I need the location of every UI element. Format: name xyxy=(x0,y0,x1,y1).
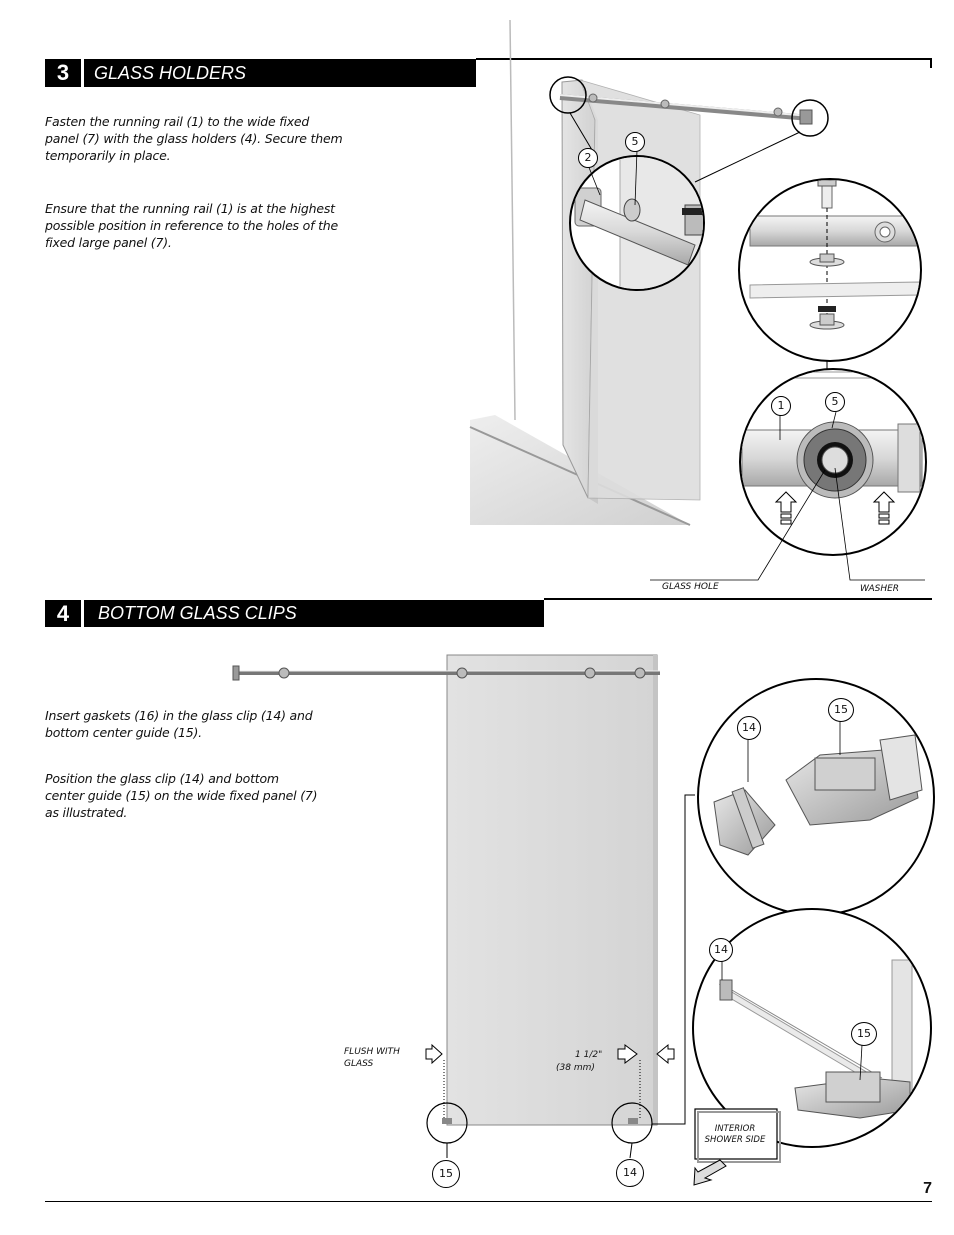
callout-14-lower xyxy=(709,938,733,962)
interior-shower-side-label: INTERIOR SHOWER SIDE xyxy=(704,1124,766,1145)
step4-paragraph-2: Position the glass clip (14) and bottom center guide (15) on the wide fixed panel (7) as illustrated. xyxy=(45,771,318,820)
step4-number: 4 xyxy=(45,600,81,627)
step3-title: GLASS HOLDERS xyxy=(84,59,476,87)
callout-2 xyxy=(578,148,598,168)
callout-15-top xyxy=(828,698,854,722)
callout-14-lower-label: 14 xyxy=(714,943,728,956)
glass-hole-label: GLASS HOLE xyxy=(662,582,719,592)
callout-14-top-label: 14 xyxy=(742,721,756,734)
bottom-clips-illustration xyxy=(220,640,950,1190)
glass-holders-illustration xyxy=(460,20,950,595)
callout-15-bottom-label: 15 xyxy=(439,1167,453,1180)
footer-rule xyxy=(45,1201,932,1202)
callout-1-section-label: 1 xyxy=(777,399,785,412)
callout-5-label: 5 xyxy=(631,135,639,148)
step3-paragraph-2: Ensure that the running rail (1) is at the highest possible position in reference to the holes of the fixed large panel (7). xyxy=(45,201,338,250)
callout-5 xyxy=(625,132,645,152)
callout-1-section xyxy=(771,396,791,416)
callout-14-bottom xyxy=(616,1159,644,1187)
callout-2-label: 2 xyxy=(584,151,592,164)
distance-label: 1 1/2" xyxy=(575,1050,603,1060)
callout-15-lower-label: 15 xyxy=(857,1027,871,1040)
callout-14-bottom-label: 14 xyxy=(623,1166,637,1179)
step4-title: BOTTOM GLASS CLIPS xyxy=(84,600,544,627)
step3-number: 3 xyxy=(45,59,81,87)
distance-mm-label: (38 mm) xyxy=(556,1063,595,1073)
callout-15-lower xyxy=(851,1022,877,1046)
page-number: 7 xyxy=(923,1180,932,1197)
callout-5-section xyxy=(825,392,845,412)
washer-label: WASHER xyxy=(860,584,900,594)
callout-5-section-label: 5 xyxy=(831,395,839,408)
step4-paragraph-1: Insert gaskets (16) in the glass clip (14) and bottom center guide (15). xyxy=(45,708,313,740)
callout-15-bottom xyxy=(432,1160,460,1188)
flush-with-glass-label: FLUSH WITH GLASS xyxy=(344,1047,400,1069)
callout-14-top xyxy=(737,716,761,740)
step3-paragraph-1: Fasten the running rail (1) to the wide fixed panel (7) with the glass holders (4). Secure them temporarily in place. xyxy=(45,114,343,163)
step4-top-rule xyxy=(544,598,932,600)
callout-15-top-label: 15 xyxy=(834,703,848,716)
